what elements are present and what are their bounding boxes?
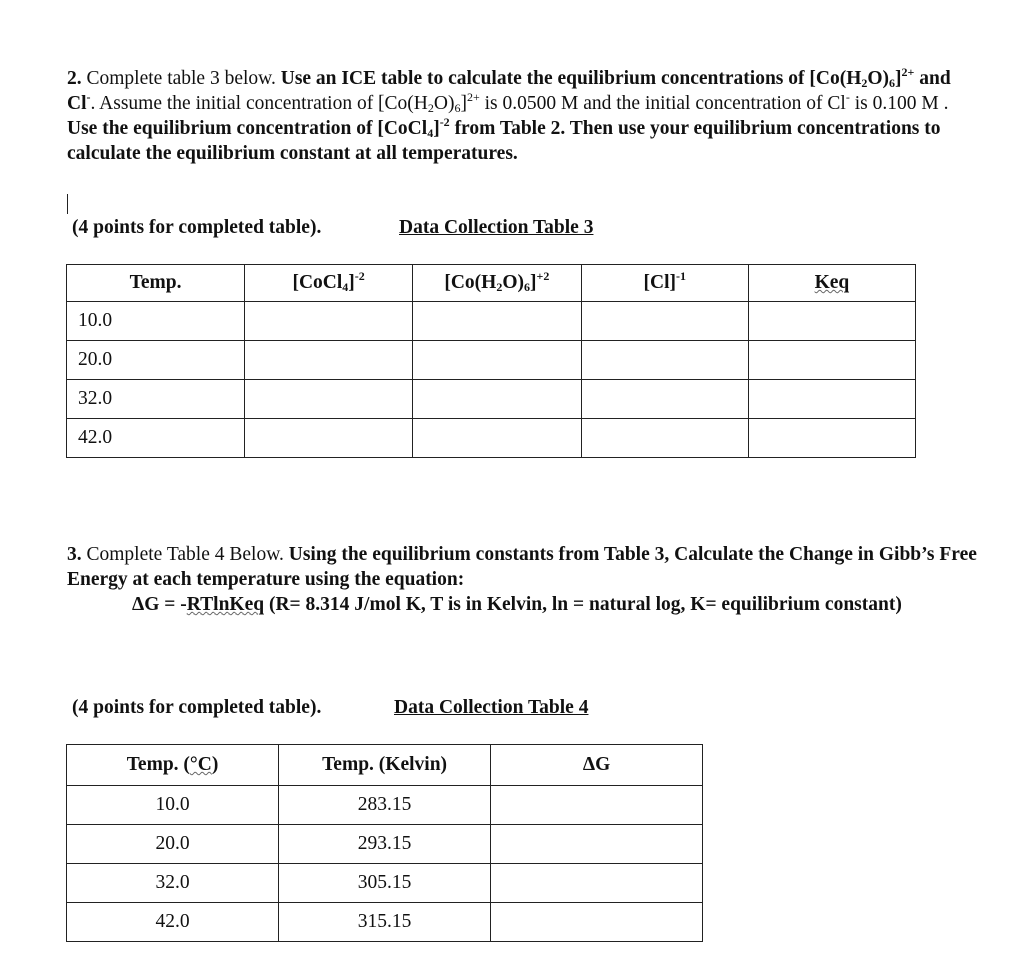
temp-kelvin-cell: 283.15 bbox=[279, 786, 491, 825]
header-cocl4: [CoCl$_4$]$^{-2}$ bbox=[245, 265, 413, 302]
temp-celsius-cell: 10.0 bbox=[67, 786, 279, 825]
header-temp-kelvin: Temp. (Kelvin) bbox=[279, 745, 491, 786]
temp-cell: 10.0 bbox=[67, 302, 245, 341]
temp-celsius-cell: 42.0 bbox=[67, 903, 279, 942]
cobalt-aqua-cell[interactable] bbox=[413, 341, 582, 380]
data-collection-table-3 bbox=[66, 264, 916, 458]
header-delta-g: ΔG bbox=[491, 745, 703, 786]
cocl4-cell[interactable] bbox=[245, 419, 413, 458]
gibbs-equation: ΔG = -RTlnKeq (R= 8.314 J/mol K, T is in Kelvin, ln = natural log, K= equilibrium constant) bbox=[132, 594, 902, 615]
cocl4-cell[interactable] bbox=[245, 380, 413, 419]
temp-cell: 42.0 bbox=[67, 419, 245, 458]
keq-cell[interactable] bbox=[748, 419, 915, 458]
temp-celsius-cell: 32.0 bbox=[67, 864, 279, 903]
text-cursor bbox=[67, 194, 68, 214]
use-table2-instruction: Use the equilibrium concentration of [CoCl$_4$]$^{-2}$ from Table 2. Then use your equilibrium concentrations to calculate the equilibrium constant at all temperatures. bbox=[67, 115, 941, 164]
keq-cell[interactable] bbox=[748, 302, 915, 341]
table4-title: Data Collection Table 4 bbox=[394, 697, 589, 718]
species-cobalt-aqua: $[Co(H_2O)_6]^{2+}$ and Cl- bbox=[67, 65, 951, 114]
table3-title: Data Collection Table 3 bbox=[399, 217, 594, 238]
table-row bbox=[67, 302, 916, 341]
table3-points: (4 points for completed table). bbox=[72, 217, 322, 238]
assumption-text: . Assume the initial concentration of $[Co(H_2O)_6]^{2+}$ is 0.0500 M and the initial concentration of Cl- is 0.100 M . bbox=[90, 90, 949, 115]
question-2 bbox=[67, 66, 983, 166]
table4-header-row bbox=[67, 745, 703, 786]
table3-header-row bbox=[67, 265, 916, 302]
keq-cell[interactable] bbox=[748, 341, 915, 380]
table-row bbox=[67, 341, 916, 380]
header-temp-celsius: Temp. (°C) bbox=[67, 745, 279, 786]
header-temp: Temp. bbox=[67, 265, 245, 302]
temp-celsius-cell: 20.0 bbox=[67, 825, 279, 864]
question-number: 2. bbox=[67, 68, 82, 89]
delta-g-cell[interactable] bbox=[491, 825, 703, 864]
cobalt-aqua-cell[interactable] bbox=[413, 380, 582, 419]
table4-points: (4 points for completed table). bbox=[72, 697, 322, 718]
chloride-cell[interactable] bbox=[581, 419, 748, 458]
chloride-cell[interactable] bbox=[581, 341, 748, 380]
header-chloride: $[Cl]^{-1}$ bbox=[581, 265, 748, 302]
question-intro: Complete Table 4 Below. bbox=[86, 544, 284, 565]
question-number: 3. bbox=[67, 544, 82, 565]
delta-g-cell[interactable] bbox=[491, 786, 703, 825]
keq-cell[interactable] bbox=[748, 380, 915, 419]
cobalt-aqua-cell[interactable] bbox=[413, 419, 582, 458]
delta-g-cell[interactable] bbox=[491, 903, 703, 942]
temp-cell: 20.0 bbox=[67, 341, 245, 380]
delta-g-cell[interactable] bbox=[491, 864, 703, 903]
question-intro: Complete table 3 below. bbox=[86, 68, 276, 89]
temp-kelvin-cell: 293.15 bbox=[279, 825, 491, 864]
table-row bbox=[67, 786, 703, 825]
temp-kelvin-cell: 305.15 bbox=[279, 864, 491, 903]
chloride-cell[interactable] bbox=[581, 302, 748, 341]
cobalt-aqua-cell[interactable] bbox=[413, 302, 582, 341]
question-3 bbox=[67, 542, 983, 617]
temp-kelvin-cell: 315.15 bbox=[279, 903, 491, 942]
header-keq: Keq bbox=[748, 265, 915, 302]
ice-instruction: Use an ICE table to calculate the equilibrium concentrations of bbox=[280, 68, 805, 89]
table-row bbox=[67, 380, 916, 419]
temp-cell: 32.0 bbox=[67, 380, 245, 419]
data-collection-table-4 bbox=[66, 744, 703, 942]
cocl4-cell[interactable] bbox=[245, 341, 413, 380]
table-row bbox=[67, 903, 703, 942]
header-cobalt-aqua: $[Co(H_2O)_6]^{+2}$ bbox=[413, 265, 582, 302]
cocl4-cell[interactable] bbox=[245, 302, 413, 341]
chloride-cell[interactable] bbox=[581, 380, 748, 419]
table-row bbox=[67, 825, 703, 864]
table-row bbox=[67, 864, 703, 903]
table-row bbox=[67, 419, 916, 458]
gibbs-instruction: Using the equilibrium constants from Table 3, Calculate the Change in Gibb’s Free Energy at each temperature using the equation: bbox=[67, 544, 977, 590]
